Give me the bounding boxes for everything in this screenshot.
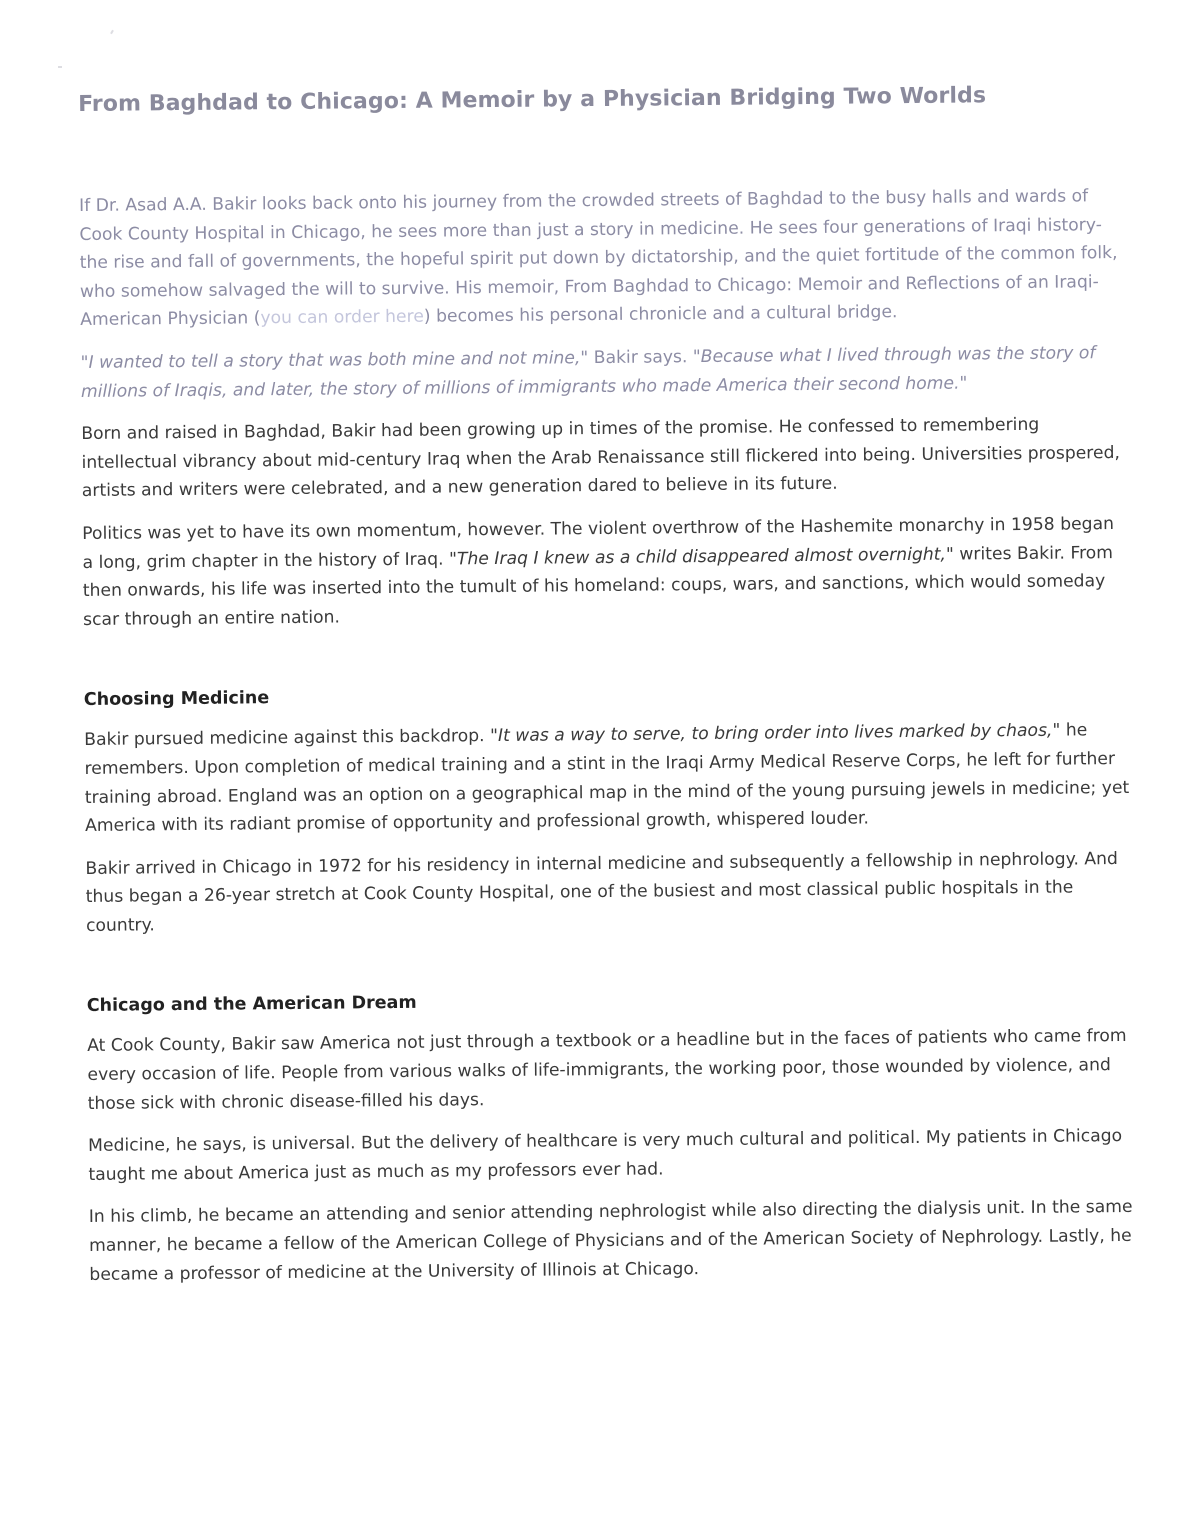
quote-text: "The Iraq I knew as a child disappeared almost overnight,"	[448, 544, 954, 569]
chicago-paragraph-3: In his climb, he became an attending and senior attending nephrologist while also directing the dialysis unit. In the same manner, he became a fellow of the American College of Physicians and of the American Society of Nephrology. Lastly, he became a professor of medicine at the University of Illinois at Chicago.	[88, 1197, 1133, 1285]
chicago-paragraph-1: At Cook County, Bakir saw America not just through a textbook or a headline but in the faces of patients who came from every occasion of life. People from various walks of life-immigrants, the working poor, those wounded by violence, and those sick with chronic disease-filled his days.	[87, 1026, 1127, 1114]
quote-text: "It was a way to serve, to bring order into lives marked by chaos,"	[489, 720, 1061, 747]
intro-paragraph-2	[80, 339, 1127, 406]
body-text: Politics was yet to have its own momentum, however. The violent overthrow of the Hashemite monarchy in 1958 began a long, grim chapter in the history of Iraq.	[82, 514, 1115, 573]
medicine-paragraph-2: Bakir arrived in Chicago in 1972 for his residency in internal medicine and subsequently a fellowship in nephrology. And thus began a 26-year stretch at Cook County Hospital, one of the busiest and most classical public hospitals in the country.	[85, 848, 1118, 936]
quote-text: "Because what I lived through was the story of millions of Iraqis, and later, the story of millions of immigrants who made America their second home."	[80, 343, 1096, 402]
section-heading-medicine: Choosing Medicine	[83, 688, 270, 711]
intro-text-end: becomes his personal chronicle and a cultural bridge.	[430, 302, 898, 328]
body-text: he remembers. Upon completion of medical training and a stint in the Iraqi Army Medical Reserve Corps, he left for further training abroad. England was an option on a geographical map in the mind of the young pursuing jewels in medicine; yet America with its radiant promise of opportunity and professional growth, whispered louder.	[84, 720, 1130, 837]
article	[78, 80, 1136, 1303]
order-link-close-paren: )	[423, 307, 431, 328]
intro-paragraph-4	[82, 510, 1129, 634]
intro-paragraph-1	[79, 182, 1126, 335]
quote-text: "I wanted to tell a story that was both mine and not mine,"	[80, 348, 589, 373]
intro-paragraph-3: Born and raised in Baghdad, Bakir had been growing up in times of the promise. He confessed to remembering intellectual vibrancy about mid-century Iraq when the Arab Renaissance still flickered into being. Universities prospered, artists and writers were celebrated, and a new generation dared to believe in its future.	[81, 414, 1121, 502]
chicago-paragraph-2: Medicine, he says, is universal. But the delivery of healthcare is very much cultural and political. My patients in Chicago taught me about America just as much as my professors ever had.	[88, 1126, 1123, 1185]
article-title: From Baghdad to Chicago: A Memoir by a Physician Bridging Two Worlds	[78, 83, 987, 117]
medicine-paragraph-1	[84, 716, 1131, 840]
order-link[interactable]: you can order here	[260, 307, 424, 329]
attribution-text: Bakir says.	[588, 347, 693, 369]
intro-text: If Dr. Asad A.A. Bakir looks back onto his journey from the crowded streets of Baghdad to the busy halls and wards of Cook County Hospital in Chicago, he sees more than just a story in medicine. He sees four generations of Iraqi history-the rise and fall of governments, the hopeful spirit put down by dictatorship, and the quiet fortitude of the common folk, who somehow salvaged the will to survive. His memoir, From Baghdad to Chicago: Memoir and Reflections of an Iraqi-American Physician	[79, 186, 1118, 331]
body-text: writes Bakir. From then onwards, his life was inserted into the tumult of his homeland: coups, wars, and sanctions, which would someday scar through an entire nation.	[82, 542, 1114, 630]
body-text: Bakir pursued medicine against this backdrop.	[84, 726, 491, 751]
scan-speck	[58, 66, 62, 68]
order-link-open-paren: (	[253, 308, 261, 329]
scan-speck	[110, 30, 114, 34]
section-heading-chicago: Chicago and the American Dream	[86, 993, 417, 1017]
